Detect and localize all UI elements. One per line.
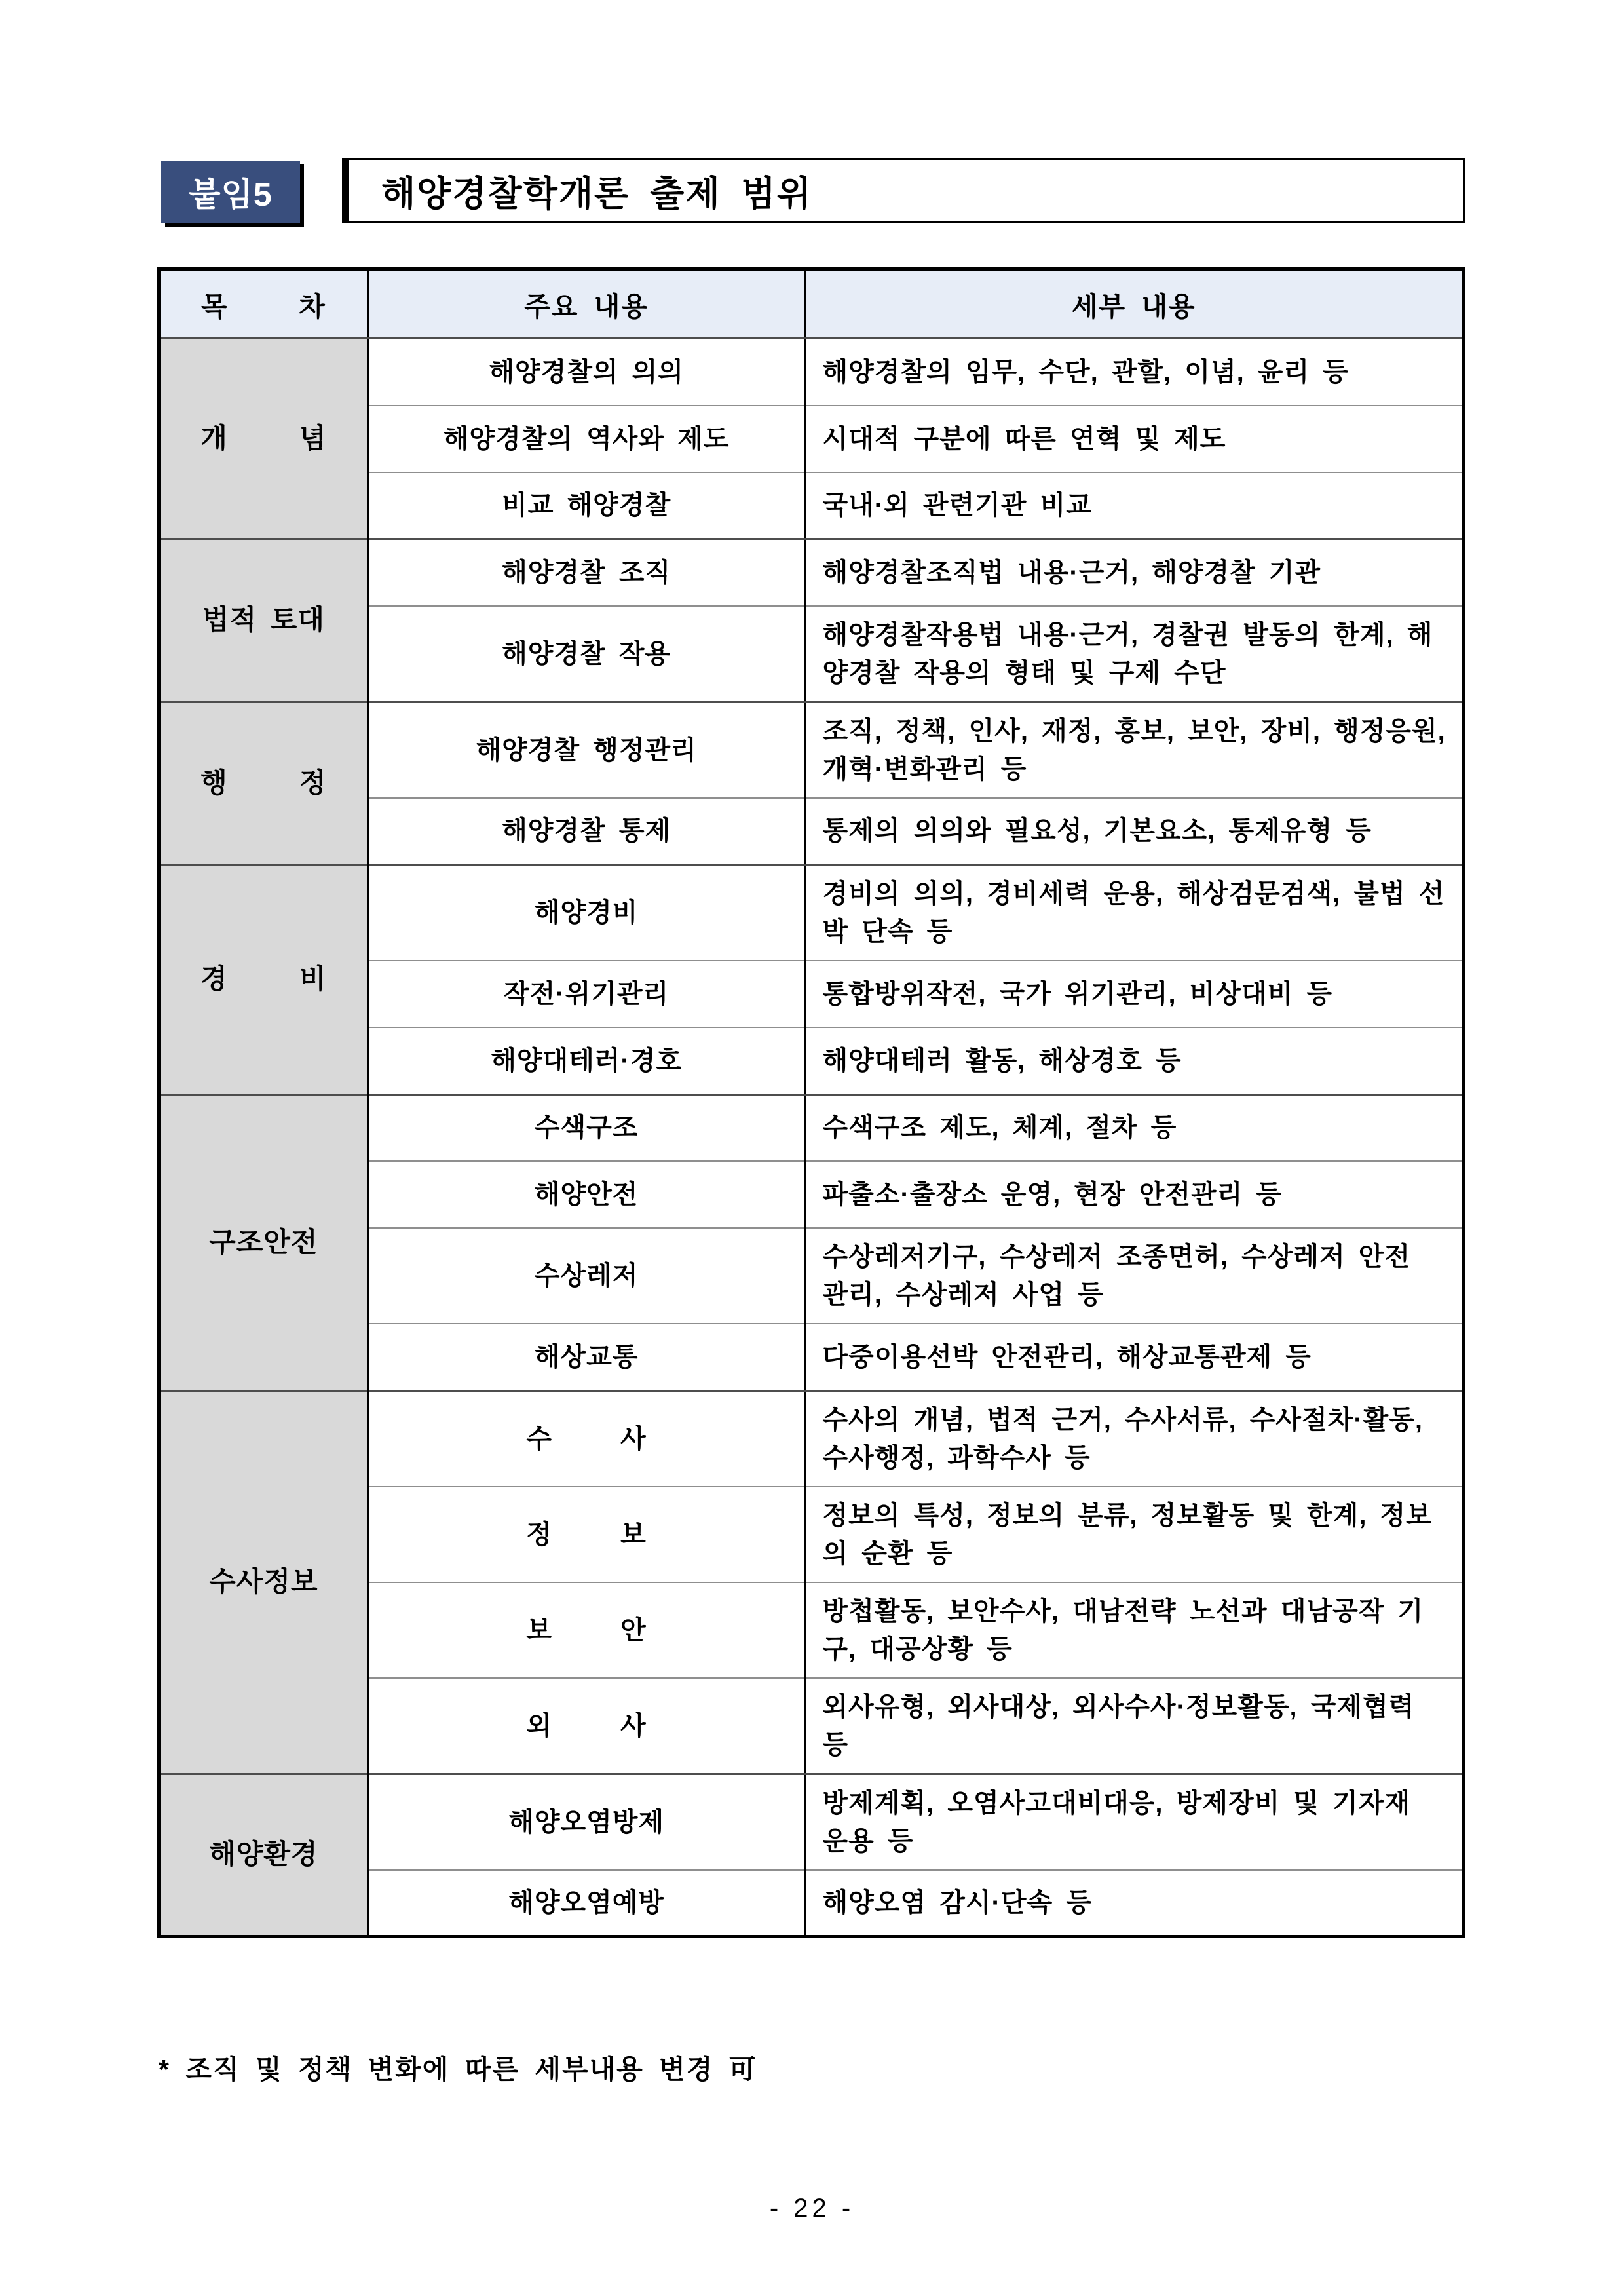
column-header-toc: 목 차 xyxy=(159,269,368,339)
category-cell: 개 념 xyxy=(159,339,368,539)
table-body xyxy=(159,339,1464,1937)
detail-content-cell: 외사유형, 외사대상, 외사수사·정보활동, 국제협력 등 xyxy=(805,1678,1464,1774)
main-content-cell: 해양경찰의 의의 xyxy=(368,339,804,406)
main-content-cell: 해양오염예방 xyxy=(368,1870,804,1937)
detail-content-cell: 수상레저기구, 수상레저 조종면허, 수상레저 안전 관리, 수상레저 사업 등 xyxy=(805,1228,1464,1324)
main-content-cell: 수상레저 xyxy=(368,1228,804,1324)
table-row xyxy=(159,339,1464,406)
detail-content-cell: 해양경찰조직법 내용·근거, 해양경찰 기관 xyxy=(805,539,1464,606)
category-cell: 법적 토대 xyxy=(159,539,368,702)
main-content-cell: 해양오염방제 xyxy=(368,1774,804,1870)
category-cell: 구조안전 xyxy=(159,1094,368,1390)
category-cell: 해양환경 xyxy=(159,1774,368,1937)
detail-content-cell: 정보의 특성, 정보의 분류, 정보활동 및 한계, 정보의 순환 등 xyxy=(805,1487,1464,1582)
table-row xyxy=(159,539,1464,606)
detail-content-cell: 통제의 의의와 필요성, 기본요소, 통제유형 등 xyxy=(805,798,1464,865)
detail-content-cell: 통합방위작전, 국가 위기관리, 비상대비 등 xyxy=(805,961,1464,1027)
main-content-cell: 외 사 xyxy=(368,1678,804,1774)
page-number: - 22 - xyxy=(769,2194,855,2223)
main-content-cell: 해양경찰 행정관리 xyxy=(368,702,804,798)
main-content-cell: 해상교통 xyxy=(368,1324,804,1390)
table-row xyxy=(159,1774,1464,1870)
detail-content-cell: 해양경찰의 임무, 수단, 관할, 이념, 윤리 등 xyxy=(805,339,1464,406)
table-row xyxy=(159,702,1464,798)
detail-content-cell: 국내·외 관련기관 비교 xyxy=(805,472,1464,539)
table-row xyxy=(159,1390,1464,1487)
main-content-cell: 해양경찰의 역사와 제도 xyxy=(368,406,804,472)
page-title: 해양경찰학개론 출제 범위 xyxy=(381,174,812,214)
main-content-cell: 보 안 xyxy=(368,1582,804,1678)
column-header-detail: 세부 내용 xyxy=(805,269,1464,339)
detail-content-cell: 해양경찰작용법 내용·근거, 경찰권 발동의 한계, 해양경찰 작용의 형태 및 구제 수단 xyxy=(805,606,1464,702)
table-row xyxy=(159,865,1464,961)
detail-content-cell: 수색구조 제도, 체계, 절차 등 xyxy=(805,1094,1464,1161)
attachment-badge: 붙임5 xyxy=(161,161,300,223)
main-content-cell: 해양경찰 작용 xyxy=(368,606,804,702)
detail-content-cell: 방첩활동, 보안수사, 대남전략 노선과 대남공작 기구, 대공상황 등 xyxy=(805,1582,1464,1678)
main-content-cell: 정 보 xyxy=(368,1487,804,1582)
detail-content-cell: 해양대테러 활동, 해상경호 등 xyxy=(805,1027,1464,1094)
main-content-cell: 해양경찰 조직 xyxy=(368,539,804,606)
table-row xyxy=(159,1094,1464,1161)
detail-content-cell: 해양오염 감시·단속 등 xyxy=(805,1870,1464,1937)
detail-content-cell: 시대적 구분에 따른 연혁 및 제도 xyxy=(805,406,1464,472)
main-content-cell: 해양경비 xyxy=(368,865,804,961)
main-content-cell: 수색구조 xyxy=(368,1094,804,1161)
table-header-row xyxy=(159,269,1464,339)
main-content-cell: 수 사 xyxy=(368,1390,804,1487)
detail-content-cell: 경비의 의의, 경비세력 운용, 해상검문검색, 불법 선박 단속 등 xyxy=(805,865,1464,961)
exam-scope-table xyxy=(157,267,1465,1938)
column-header-main: 주요 내용 xyxy=(368,269,804,339)
main-content-cell: 해양경찰 통제 xyxy=(368,798,804,865)
main-content-cell: 비교 해양경찰 xyxy=(368,472,804,539)
detail-content-cell: 다중이용선박 안전관리, 해상교통관제 등 xyxy=(805,1324,1464,1390)
detail-content-cell: 조직, 정책, 인사, 재정, 홍보, 보안, 장비, 행정응원, 개혁·변화관리 등 xyxy=(805,702,1464,798)
footnote: * 조직 및 정책 변화에 따른 세부내용 변경 可 xyxy=(159,2054,757,2084)
main-content-cell: 해양대테러·경호 xyxy=(368,1027,804,1094)
title-box xyxy=(342,158,1465,223)
category-cell: 수사정보 xyxy=(159,1390,368,1774)
category-cell: 경 비 xyxy=(159,865,368,1095)
main-content-cell: 해양안전 xyxy=(368,1161,804,1228)
category-cell: 행 정 xyxy=(159,702,368,865)
main-content-cell: 작전·위기관리 xyxy=(368,961,804,1027)
detail-content-cell: 파출소·출장소 운영, 현장 안전관리 등 xyxy=(805,1161,1464,1228)
detail-content-cell: 방제계획, 오염사고대비대응, 방제장비 및 기자재 운용 등 xyxy=(805,1774,1464,1870)
detail-content-cell: 수사의 개념, 법적 근거, 수사서류, 수사절차·활동, 수사행정, 과학수사 등 xyxy=(805,1390,1464,1487)
